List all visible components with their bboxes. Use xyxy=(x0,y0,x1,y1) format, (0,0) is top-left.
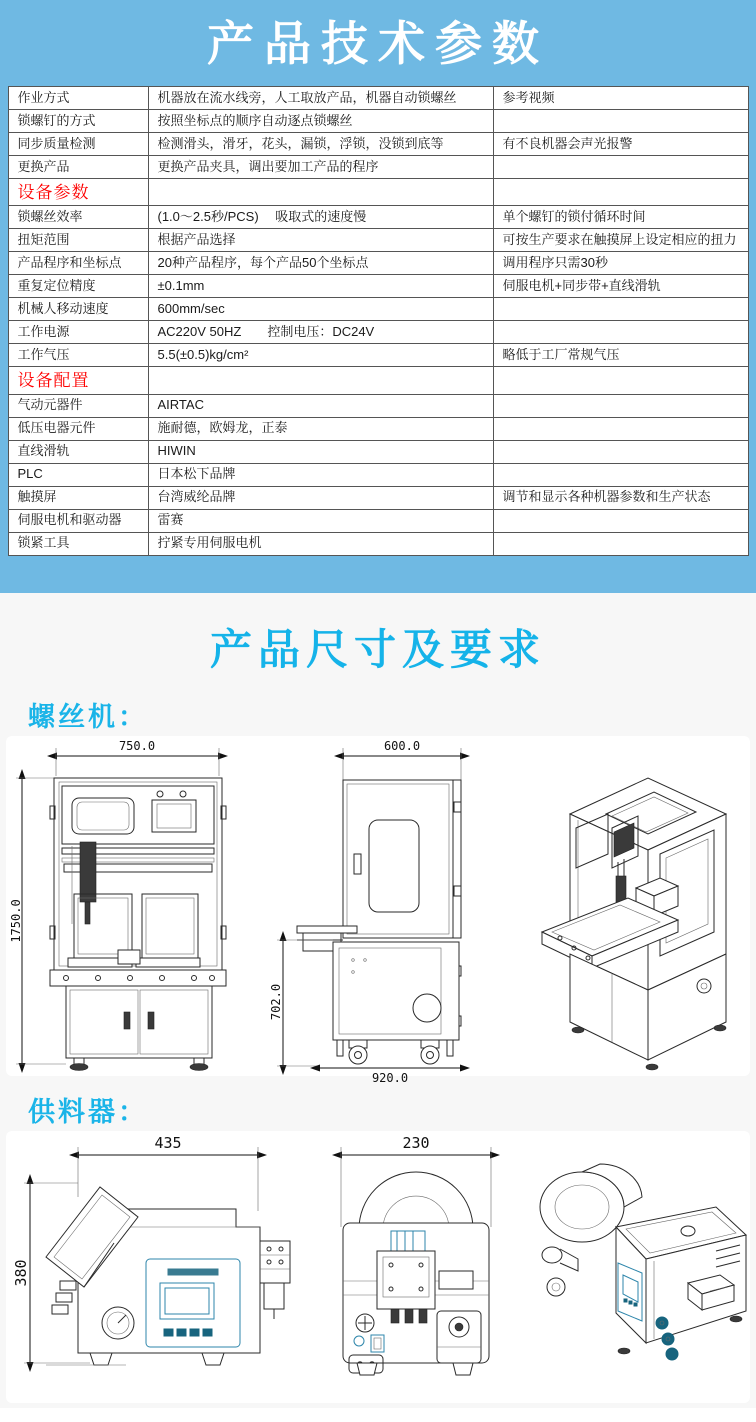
value-cell: 根据产品选择 xyxy=(148,229,493,252)
screw-machine-isometric-drawing xyxy=(508,736,750,1074)
param-cell: 机械人移动速度 xyxy=(8,298,148,321)
front-height-dim: 1750.0 xyxy=(9,898,23,943)
param-cell: 伺服电机和驱动器 xyxy=(8,509,148,532)
note-cell: 略低于工厂常规气压 xyxy=(493,344,748,367)
value-cell: HIWIN xyxy=(148,440,493,463)
note-cell: 伺服电机+同步带+直线滑轨 xyxy=(493,275,748,298)
param-cell: 扭矩范围 xyxy=(8,229,148,252)
note-cell xyxy=(493,321,748,344)
section-title-cell: 设备配置 xyxy=(8,367,148,394)
spec-table xyxy=(8,86,749,556)
feeder-width-dim: 435 xyxy=(154,1133,182,1152)
screw-machine-drawings-panel xyxy=(6,736,750,1084)
table-row xyxy=(8,463,748,486)
note-cell: 调用程序只需30秒 xyxy=(493,252,748,275)
note-cell xyxy=(493,156,748,179)
page-title: 产品技术参数 xyxy=(207,17,549,70)
param-cell: 触摸屏 xyxy=(8,486,148,509)
table-row xyxy=(8,321,748,344)
param-cell: 同步质量检测 xyxy=(8,133,148,156)
value-cell: (1.0～2.5秒/PCS) 吸取式的速度慢 xyxy=(148,206,493,229)
table-row xyxy=(8,532,748,555)
note-cell: 单个螺钉的锁付循环时间 xyxy=(493,206,748,229)
note-cell: 调节和显示各种机器参数和生产状态 xyxy=(493,486,748,509)
table-row xyxy=(8,298,748,321)
section-title-cell: 设备参数 xyxy=(8,179,148,206)
feeder-drawings-panel xyxy=(6,1131,750,1403)
section-header-row xyxy=(8,367,748,394)
feeder-height-dim: 380 xyxy=(12,1259,30,1287)
note-cell: 参考视频 xyxy=(493,87,748,110)
param-cell: 锁紧工具 xyxy=(8,532,148,555)
note-cell xyxy=(493,110,748,133)
dimensions-section xyxy=(0,593,756,1408)
table-row xyxy=(8,344,748,367)
param-cell: 气动元器件 xyxy=(8,394,148,417)
table-row xyxy=(8,417,748,440)
value-cell: 5.5(±0.5)kg/cm² xyxy=(148,344,493,367)
table-row xyxy=(8,440,748,463)
value-cell: 台湾威纶品牌 xyxy=(148,486,493,509)
table-row xyxy=(8,394,748,417)
table-row xyxy=(8,486,748,509)
param-cell: 产品程序和坐标点 xyxy=(8,252,148,275)
value-cell: ±0.1mm xyxy=(148,275,493,298)
table-row xyxy=(8,275,748,298)
value-cell: 按照坐标点的顺序自动逐点锁螺丝 xyxy=(148,110,493,133)
param-cell: 重复定位精度 xyxy=(8,275,148,298)
note-cell xyxy=(493,394,748,417)
param-cell: 低压电器元件 xyxy=(8,417,148,440)
value-cell: 雷赛 xyxy=(148,509,493,532)
feeder-front-view-drawing xyxy=(313,1131,519,1393)
feeder-label: 供料器： xyxy=(28,1096,148,1127)
note-cell: 可按生产要求在触摸屏上设定相应的扭力 xyxy=(493,229,748,252)
note-cell xyxy=(493,298,748,321)
value-cell: 拧紧专用伺服电机 xyxy=(148,532,493,555)
value-cell: AIRTAC xyxy=(148,394,493,417)
value-cell: 20种产品程序，每个产品50个坐标点 xyxy=(148,252,493,275)
dimensions-title: 产品尺寸及要求 xyxy=(209,625,546,673)
value-cell: 施耐德，欧姆龙，正泰 xyxy=(148,417,493,440)
value-cell: AC220V 50HZ 控制电压：DC24V xyxy=(148,321,493,344)
param-cell: 直线滑轨 xyxy=(8,440,148,463)
value-cell: 检测滑头，滑牙，花头，漏锁，浮锁，没锁到底等 xyxy=(148,133,493,156)
screw-machine-label: 螺丝机： xyxy=(28,701,148,732)
feeder-isometric-drawing xyxy=(520,1131,750,1381)
param-cell: PLC xyxy=(8,463,148,486)
param-cell: 锁螺钉的方式 xyxy=(8,110,148,133)
param-cell: 作业方式 xyxy=(8,87,148,110)
feeder-side-view-drawing xyxy=(6,1131,312,1393)
param-cell: 工作气压 xyxy=(8,344,148,367)
table-row xyxy=(8,87,748,110)
param-cell: 更换产品 xyxy=(8,156,148,179)
table-row xyxy=(8,156,748,179)
screw-machine-side-view-drawing xyxy=(257,736,507,1084)
front-width-dim: 750.0 xyxy=(118,738,156,753)
note-cell xyxy=(493,440,748,463)
value-cell: 更换产品夹具，调出要加工产品的程序 xyxy=(148,156,493,179)
table-row xyxy=(8,206,748,229)
side-height-dim: 702.0 xyxy=(269,983,283,1020)
note-cell xyxy=(493,509,748,532)
screw-machine-front-view-drawing xyxy=(6,736,256,1074)
note-cell xyxy=(493,463,748,486)
side-width-dim: 600.0 xyxy=(383,738,421,753)
side-depth-dim: 920.0 xyxy=(371,1070,409,1084)
table-row xyxy=(8,229,748,252)
value-cell: 机器放在流水线旁，人工取放产品，机器自动锁螺丝 xyxy=(148,87,493,110)
table-row xyxy=(8,252,748,275)
value-cell: 600mm/sec xyxy=(148,298,493,321)
section-header-row xyxy=(8,179,748,206)
param-cell: 锁螺丝效率 xyxy=(8,206,148,229)
feeder-front-width-dim: 230 xyxy=(402,1133,430,1152)
table-row xyxy=(8,133,748,156)
note-cell: 有不良机器会声光报警 xyxy=(493,133,748,156)
note-cell xyxy=(493,417,748,440)
value-cell: 日本松下品牌 xyxy=(148,463,493,486)
table-row xyxy=(8,110,748,133)
param-cell: 工作电源 xyxy=(8,321,148,344)
table-row xyxy=(8,509,748,532)
note-cell xyxy=(493,532,748,555)
tech-params-section xyxy=(0,0,756,593)
